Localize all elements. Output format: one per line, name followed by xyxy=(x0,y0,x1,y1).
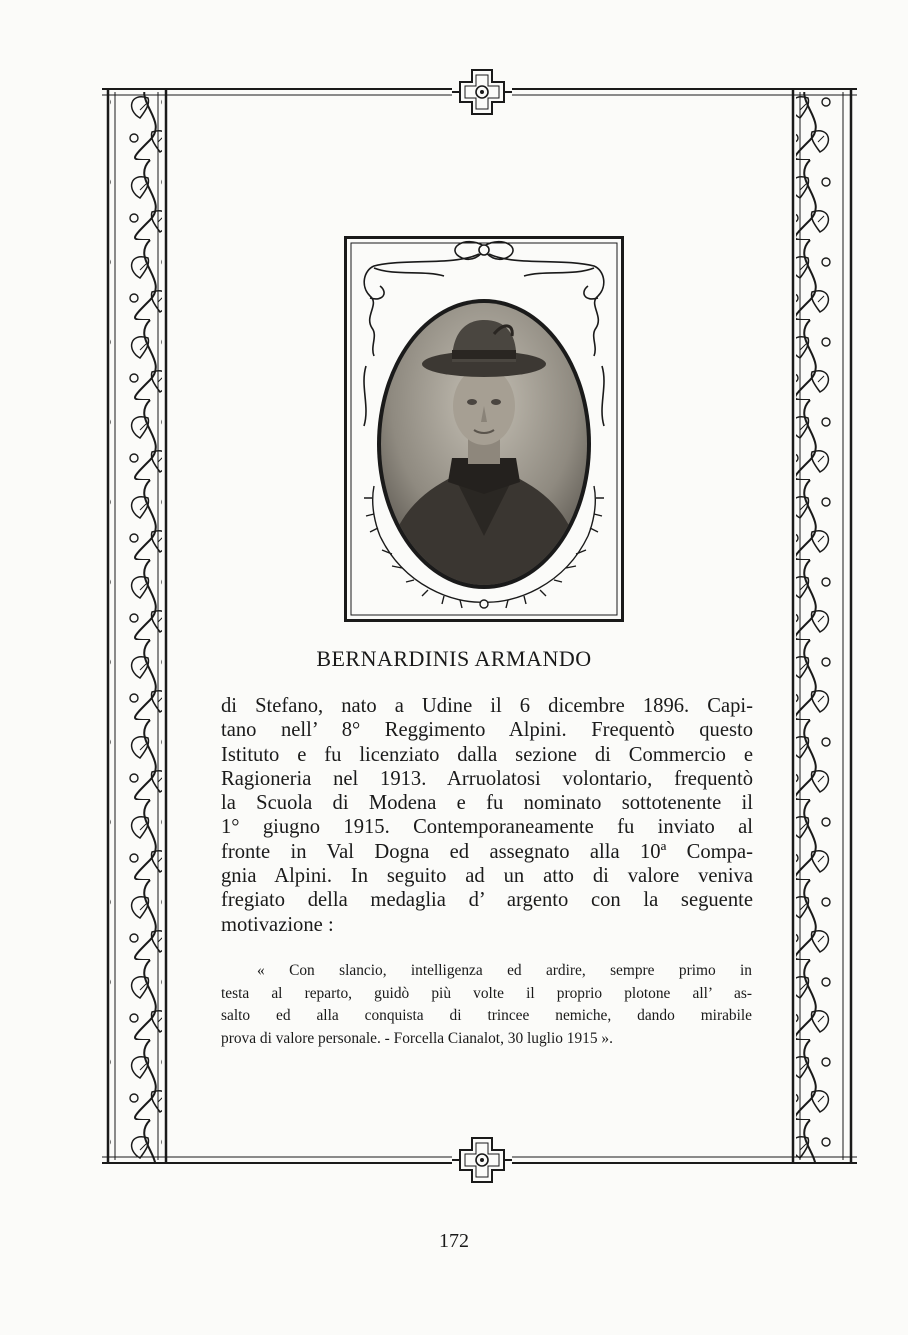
bottom-cross-emblem-icon xyxy=(452,1138,512,1182)
page-number: 172 xyxy=(439,1230,469,1252)
biography-line: Ragioneria nel 1913. Arruolatosi volontario, frequentò xyxy=(221,767,753,790)
citation-line: prova di valore personale. - Forcella Cianalot, 30 luglio 1915 ». xyxy=(221,1029,613,1047)
biography-line: Istituto e fu licenziato dalla sezione di Commercio e xyxy=(221,743,753,766)
citation-line: salto ed alla conquista di trincee nemiche, dando mirabile xyxy=(221,1007,752,1024)
biography-line: gnia Alpini. In seguito ad un atto di valore veniva xyxy=(221,865,753,888)
left-vine-border xyxy=(110,92,162,1162)
biography-line: di Stefano, nato a Udine il 6 dicembre 1896. Capi- xyxy=(221,695,753,717)
top-cross-emblem-icon xyxy=(452,70,512,114)
biography-line: motivazione : xyxy=(221,913,334,936)
right-vine-border xyxy=(796,92,848,1162)
biography-line: 1° giugno 1915. Contemporaneamente fu inviato al xyxy=(221,816,753,839)
biography-text xyxy=(221,694,753,937)
medal-citation xyxy=(221,960,752,1050)
page-title: BERNARDINIS ARMANDO xyxy=(316,646,592,671)
citation-line: testa al reparto, guidò più volte il proprio plotone all’ as- xyxy=(221,984,752,1002)
biography-line: la Scuola di Modena e fu nominato sottotenente il xyxy=(221,792,753,815)
biography-line: fregiato della medaglia d’ argento con la seguente xyxy=(221,889,753,912)
portrait-frame xyxy=(344,236,624,622)
biography-line: fronte in Val Dogna ed assegnato alla 10ª Compa- xyxy=(221,840,753,863)
citation-line: « Con slancio, intelligenza ed ardire, sempre primo in xyxy=(257,962,752,979)
biography-line: tano nell’ 8° Reggimento Alpini. Frequentò questo xyxy=(221,719,753,742)
